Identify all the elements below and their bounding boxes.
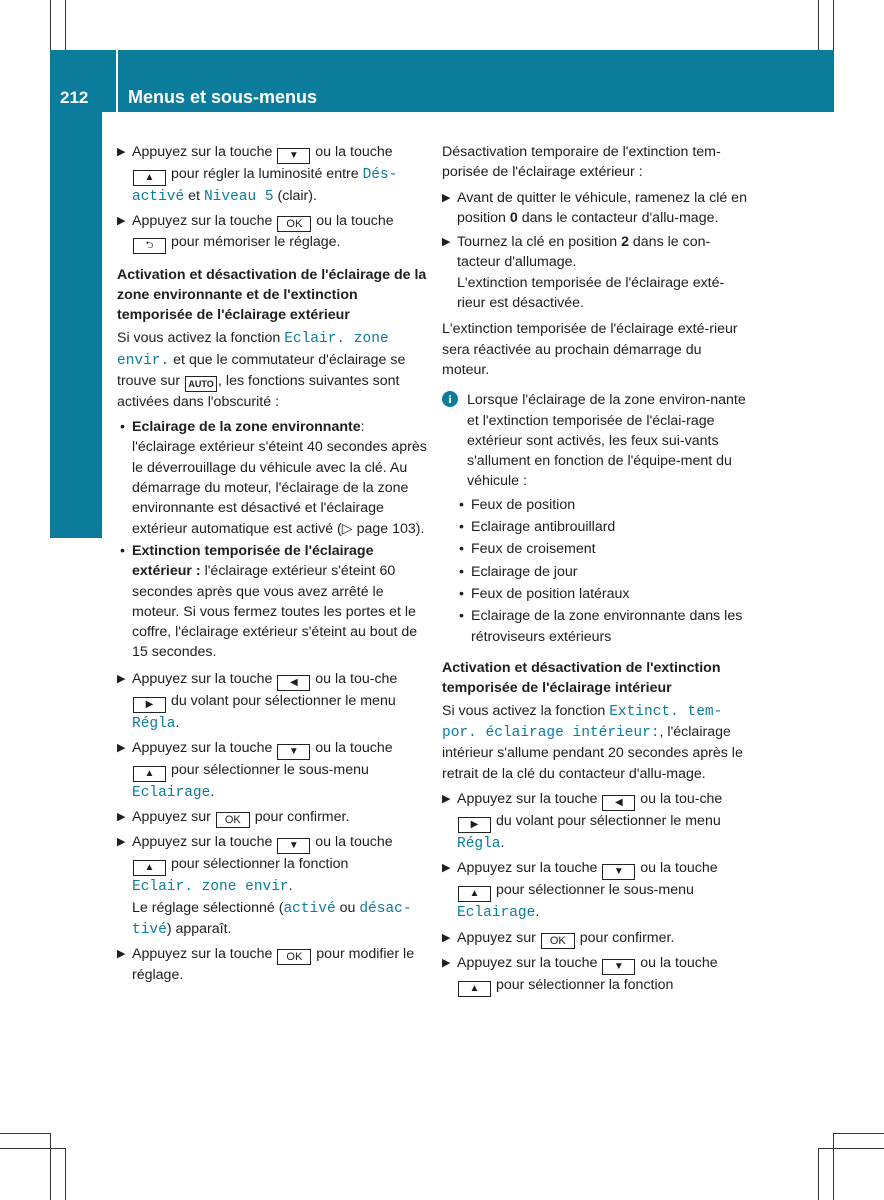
- section-title: Menus et sous-menus: [128, 87, 318, 107]
- subheading: Activation et désactivation de l'éclairage de la zone environnante et de l'extinction temporisée de l'éclairage extérieur: [117, 267, 427, 324]
- triangle-right-icon: ▶: [117, 811, 126, 824]
- triangle-right-icon: ▶: [442, 862, 451, 875]
- crop-mark: [818, 1148, 884, 1149]
- key-up-icon: ▲: [133, 860, 166, 876]
- list-item: • Feux de position latéraux: [459, 585, 630, 602]
- menu-value-niveau: Niveau 5: [203, 189, 274, 205]
- step: ▶ Appuyez sur la touche OK pour modifier le réglage.: [117, 946, 415, 984]
- step: ▶ Appuyez sur la touche ▼ ou la touche ▲ pour sélectionner la fonction Eclair. zone envir. Le réglage sélectionné (activé ou désac-tivé) apparaît.: [117, 834, 412, 938]
- paragraph: Si vous activez la fonction Eclair. zone envir. et que le commutateur d'éclairage se trouve sur AUTO , les fonctions suivantes sont activées dans l'obscurité :: [117, 330, 406, 410]
- header-divider: [116, 50, 118, 112]
- crop-mark: [818, 0, 819, 50]
- submenu-name: Eclairage: [457, 905, 536, 922]
- key-down-icon: ▼: [277, 838, 310, 854]
- key-down-icon: ▼: [602, 864, 635, 880]
- submenu-name: Eclairage: [132, 785, 211, 802]
- list-item: • Eclairage de la zone environnante dans les rétroviseurs extérieurs: [459, 608, 743, 645]
- key-down-icon: ▼: [277, 148, 310, 164]
- step-brightness: ▶ Appuyez sur la touche ▼ ou la touche ▲ pour régler la luminosité entre Dés-activé et Niveau 5 (clair).: [117, 144, 398, 205]
- key-up-icon: ▲: [458, 886, 491, 902]
- triangle-right-icon: ▶: [117, 742, 126, 755]
- menu-value-desactive: Dés-activé: [132, 167, 398, 205]
- list-item: • Extinction temporisée de l'éclairage extérieur : l'éclairage extérieur s'éteint 60 secondes après que vous avez arrêté le moteur. Si vous fermez toutes les portes et le coffre, l'éclairage extérieur s'éteint au bout de 15 secondes.: [120, 542, 418, 661]
- menu-function: Eclair. zone envir.: [117, 331, 389, 369]
- crop-mark: [50, 1133, 51, 1200]
- info-note: i Lorsque l'éclairage de la zone environ-nante et l'extinction temporisée de l'éclai-rage extérieur sont activés, les feux sui-vants s'allument en fonction de l'équipe-ment du véhicule :: [442, 390, 752, 491]
- triangle-right-icon: ▶: [442, 956, 451, 969]
- key-up-icon: ▲: [133, 766, 166, 782]
- step: ▶ Appuyez sur la touche ▼ ou la touche ▲ pour sélectionner le sous-menu Eclairage.: [442, 860, 718, 922]
- paragraph: Si vous activez la fonction Extinct. tem-por. éclairage intérieur:, l'éclairage intérieur s'allume pendant 20 secondes après le retrait de la clé du contacteur d'allu-mage.: [442, 702, 743, 782]
- crop-mark: [818, 1148, 819, 1200]
- function-name: Eclair. zone envir: [132, 879, 289, 896]
- crop-mark: [50, 0, 51, 50]
- triangle-right-icon: ▶: [442, 793, 451, 806]
- triangle-right-icon: ▶: [117, 836, 126, 849]
- right-column: [442, 142, 752, 1001]
- crop-mark: [65, 0, 66, 50]
- key-down-icon: ▼: [277, 744, 310, 760]
- step: ▶ Tournez la clé en position 2 dans le con-tacteur d'allumage. L'extinction temporisée de l'éclairage exté-rieur est désactivée.: [442, 234, 725, 312]
- step: ▶ Appuyez sur la touche ◀ ou la tou-che ▶ du volant pour sélectionner le menu Régla.: [442, 791, 723, 853]
- key-ok: OK: [277, 949, 311, 965]
- crop-mark: [833, 0, 834, 50]
- menu-name: Régla: [132, 715, 176, 732]
- key-ok: OK: [216, 812, 250, 828]
- triangle-right-icon: ▶: [442, 236, 451, 249]
- crop-mark: [0, 1148, 65, 1149]
- crop-mark: [833, 1133, 834, 1200]
- crop-mark: [65, 1148, 66, 1200]
- crop-mark: [833, 1133, 884, 1134]
- chapter-title: Ordinateur de bord et affichages: [82, 185, 103, 479]
- setting-value-desactive: désac-tivé: [132, 900, 412, 938]
- step: ▶ Appuyez sur la touche ▼ ou la touche ▲ pour sélectionner le sous-menu Eclairage.: [117, 740, 393, 802]
- triangle-right-icon: ▶: [442, 191, 451, 204]
- triangle-right-icon: ▶: [117, 672, 126, 685]
- list-item: • Eclairage de jour: [459, 563, 578, 580]
- menu-function: Extinct. tem-por. éclairage intérieur:: [442, 703, 723, 742]
- page-number: 212: [60, 88, 89, 107]
- triangle-right-icon: ▶: [442, 931, 451, 944]
- key-ok: OK: [277, 216, 311, 232]
- paragraph: L'extinction temporisée de l'éclairage exté-rieur sera réactivée au prochain démarrage du moteur.: [442, 321, 738, 378]
- step: ▶ Appuyez sur OK pour confirmer.: [117, 809, 350, 827]
- key-down-icon: ▼: [602, 959, 635, 975]
- key-up-icon: ▲: [458, 981, 491, 997]
- subheading: Activation et désactivation de l'extinction temporisée de l'éclairage intérieur: [442, 659, 721, 696]
- left-column: [117, 142, 427, 990]
- step: ▶ Appuyez sur la touche ▼ ou la touche ▲ pour sélectionner la fonction: [442, 953, 752, 997]
- paragraph: Désactivation temporaire de l'extinction tem-porisée de l'éclairage extérieur :: [442, 144, 721, 181]
- auto-switch-icon: AUTO: [185, 376, 217, 392]
- step: ▶ Appuyez sur la touche ◀ ou la tou-che ▶ du volant pour sélectionner le menu Régla.: [117, 670, 398, 732]
- triangle-right-icon: ▶: [117, 146, 126, 158]
- list-item: • Eclairage antibrouillard: [459, 519, 616, 536]
- key-left-icon: ◀: [602, 795, 635, 811]
- key-back-icon: ⮌: [133, 238, 166, 254]
- setting-value-active: activé: [283, 900, 336, 917]
- key-right-icon: ▶: [133, 697, 166, 713]
- step: ▶ Avant de quitter le véhicule, ramenez la clé en position 0 dans le contacteur d'allu-mage.: [442, 189, 747, 226]
- step-memorize: ▶ Appuyez sur la touche OK ou la touche ⮌ pour mémoriser le réglage.: [117, 211, 427, 254]
- key-up-icon: ▲: [133, 170, 166, 186]
- step: ▶ Appuyez sur OK pour confirmer.: [442, 929, 675, 947]
- key-ok: OK: [541, 933, 575, 949]
- menu-name: Régla: [457, 836, 501, 853]
- key-left-icon: ◀: [277, 675, 310, 691]
- crop-mark: [0, 1133, 50, 1134]
- triangle-right-icon: ▶: [117, 215, 126, 228]
- key-right-icon: ▶: [458, 817, 491, 833]
- info-icon: i: [442, 391, 458, 407]
- list-item: • Feux de position: [459, 496, 576, 513]
- triangle-right-icon: ▶: [117, 948, 126, 961]
- list-item: • Feux de croisement: [459, 541, 596, 558]
- list-item: • Eclairage de la zone environnante: l'éclairage extérieur s'éteint 40 secondes après le déverrouillage du véhicule avec la clé. Au démarrage du moteur, l'éclairage de la zone environnante est désactivé et l'éclairage extérieur automatique est activé (▷ page 103).: [120, 419, 427, 537]
